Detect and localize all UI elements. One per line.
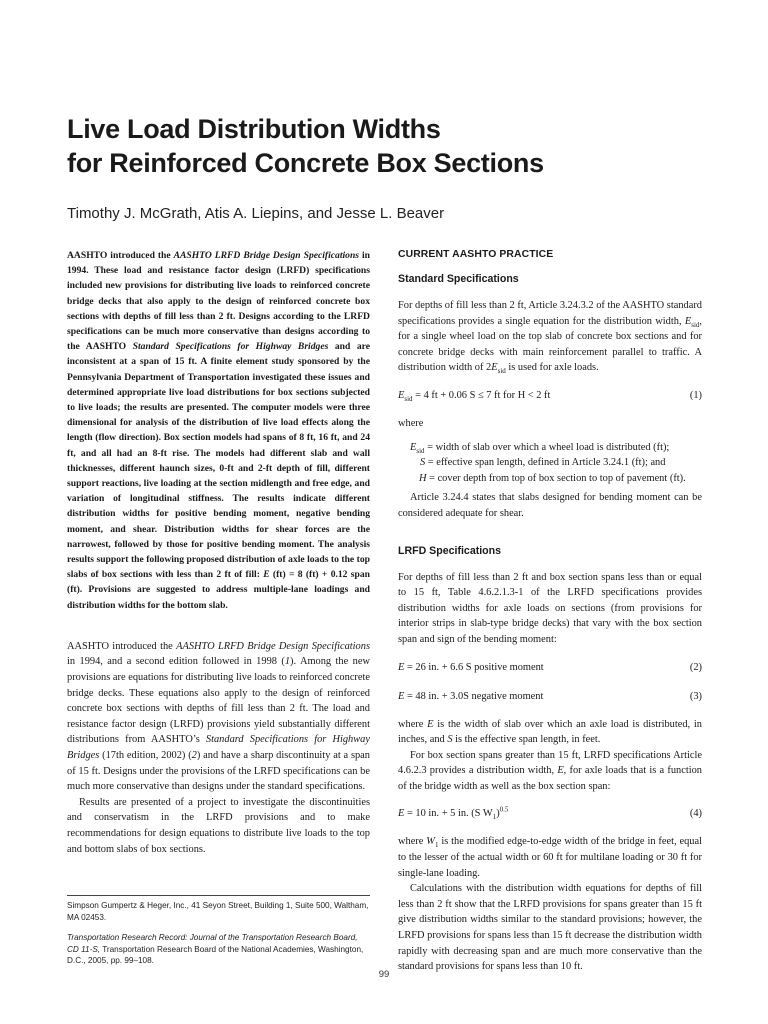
abstract-spec-lrfd: AASHTO LRFD Bridge Design Specifications <box>173 250 360 261</box>
subheading-lrfd: LRFD Specifications <box>398 544 502 557</box>
equation-4-number: (4) <box>689 808 702 820</box>
page-number: 99 <box>378 969 390 980</box>
equation-3-number: (3) <box>689 690 702 702</box>
equation-1-number: (1) <box>689 389 702 401</box>
definitions-list <box>398 440 702 487</box>
article-title <box>67 112 727 180</box>
equation-2-number: (2) <box>689 661 702 673</box>
abstract: AASHTO introduced the AASHTO LRFD Bridge Design Specifications in 1994. These load and resistance factor design (LRFD) specifications included new provisions for distributing live loads to reinforced concrete bridge decks that also apply to the design of reinforced concrete box sections with depths of fill less than 2 ft. Designs according to the LRFD specifications can be much more conservative than designs according to the AASHTO Standard Specifications for Highway Bridges and are inconsistent at a span of 15 ft. A finite element study sponsored by the Pennsylvania Department of Transportation investigated these issues and determined appropriate live load distributions for box sections subjected to live loads; the results are presented. The computer models were three dimensional for analysis of the distribution of live load effects along the length (flow direction). Box section models had spans of 8 ft, 16 ft, and 24 ft, and all had an 8-ft rise. The models had different slab and wall thicknesses, different haunch sizes, 0-ft and 2-ft depth of fill, different support reactions, live loading at the section midlength and free edge, and variation of longitudinal stiffness. The results indicate different distribution widths for positive bending moment, negative bending moment, and shear. Distribution widths for shear forces are the narrowest, followed by those for positive bending moment. The analysis results support the following proposed distribution of axle loads to the top slabs of box sections with less than 2 ft of fill: E (ft) = 8 (ft) + 0.12 span (ft). Provisions are suggested to address multiple-lane loadings and distribution widths for the bottom slab. <box>67 250 370 611</box>
equation-2: E = 26 in. + 6.6 S positive moment (2) <box>398 659 702 677</box>
left-column <box>67 248 370 967</box>
reference-1[interactable]: 1 <box>284 656 291 668</box>
intro-paragraph: AASHTO introduced the AASHTO LRFD Bridge Design Specifications in 1994, and a second edition followed in 1998 (1). Among the new provisions are equations for distributing live loads to reinforced concrete bridge decks. These equations also apply to the design of reinforced concrete box sections with depths of fill less than 2 ft. The load and resistance factor design (LRFD) provisions yield substantially different distributions from AASHTO’s Standard Specifications for Highway Bridges (17th edition, 2002) (2) and have a sharp discontinuity at a span of 15 ft. Designs under the provisions of the LRFD specifications can be much more conservative than designs under the standard specifications. <box>67 640 370 793</box>
abstract-spec-std: Standard Specifications for Highway Bridges <box>132 341 329 353</box>
after-equation-3-paragraph: where E is the width of slab over which an axle load is distributed, in inches, and S is the effective span length, in feet. <box>398 718 703 746</box>
footnote-divider <box>67 895 370 896</box>
equation-1: $E_{sid} = 4$ ft + 0.06 S ≤ 7 ft for H < 2 ft (1) <box>398 387 702 405</box>
where-label: where <box>398 417 424 429</box>
definition-s: S = effective span length, defined in Article 3.24.1 (ft); and <box>420 457 666 469</box>
right-column <box>398 248 702 975</box>
reference-2[interactable]: 2 <box>191 750 197 762</box>
title-line-1: Live Load Distribution Widths <box>67 114 441 144</box>
article-paragraph: Article 3.24.4 states that slabs designed for bending moment can be considered adequate for shear. <box>398 492 702 519</box>
subheading-standard: Standard Specifications <box>398 273 519 285</box>
definition-e: $E_{sid}$ = width of slab over which a wheel load is distributed (ft); <box>410 441 670 455</box>
box-span-paragraph: For box section spans greater than 15 ft, LRFD specifications Article 4.6.2.3 provides a distribution width, E, for axle loads that is a function of the bridge width as well as the box section span: <box>398 749 702 792</box>
title-line-2: for Reinforced Concrete Box Sections <box>67 148 544 178</box>
authors: Timothy J. McGrath, Atis A. Liepins, and Jesse L. Beaver <box>67 205 445 222</box>
equation-3: E = 48 in. + 3.0S negative moment (3) <box>398 688 702 706</box>
definition-h: H = cover depth from top of box section to top of pavement (ft). <box>419 472 686 484</box>
footnote-affiliation: Simpson Gumpertz & Heger, Inc., 41 Seyon Street, Building 1, Suite 500, Waltham, MA 02453. <box>67 901 369 922</box>
calculations-paragraph: Calculations with the distribution width equations for depths of fill less than 2 ft show that the LRFD provisions for spans greater than 15 ft give distribution widths similar to the standard provisions; however, the LRFD provisions for spans less than 15 ft decrease the distribution width rapidly with decreasing span and are much more conservative than the standard provisions for spans less than 10 ft. <box>398 883 702 973</box>
standard-paragraph: For depths of fill less than 2 ft, Article 3.24.3.2 of the AASHTO standard specifications provides a single equation for the distribution width, $E_{sid}$, for a single wheel load on the top slab of concrete box sections and for concrete bridge decks with main reinforcement parallel to traffic. A distribution width of $2E_{sid}$ is used for axle loads. <box>398 300 702 376</box>
w1-paragraph: where $W_1$ is the modified edge-to-edge width of the bridge in feet, equal to the lesser of the actual width or 60 ft for multilane loading or 30 ft for single-lane loading. <box>398 836 702 879</box>
equation-4: E = 10 in. + 5 in. (S $W_1)^{0.5}$ (4) <box>398 806 702 822</box>
section-heading: CURRENT AASHTO PRACTICE <box>398 249 554 260</box>
footnote-citation: Transportation Research Record: Journal of the Transportation Research Board, CD 11-S, Transportation Research Board of the National Academies, Washington, D.C., 2005, pp. 99–108. <box>67 933 364 966</box>
lrfd-paragraph: For depths of fill less than 2 ft and box section spans less than or equal to 15 ft, Table 4.6.2.1.3-1 of the LRFD specifications provides distribution widths for axle loads on sections (from provisions for interior strips in slab-type bridge decks) that vary with the box section span and sign of the bending moment: <box>398 571 702 645</box>
results-paragraph: Results are presented of a project to investigate the discontinuities and conservatism in the LRFD provisions and to make recommendations for design equations to distribute live loads to the top and bottom slabs of box sections. <box>67 796 370 855</box>
